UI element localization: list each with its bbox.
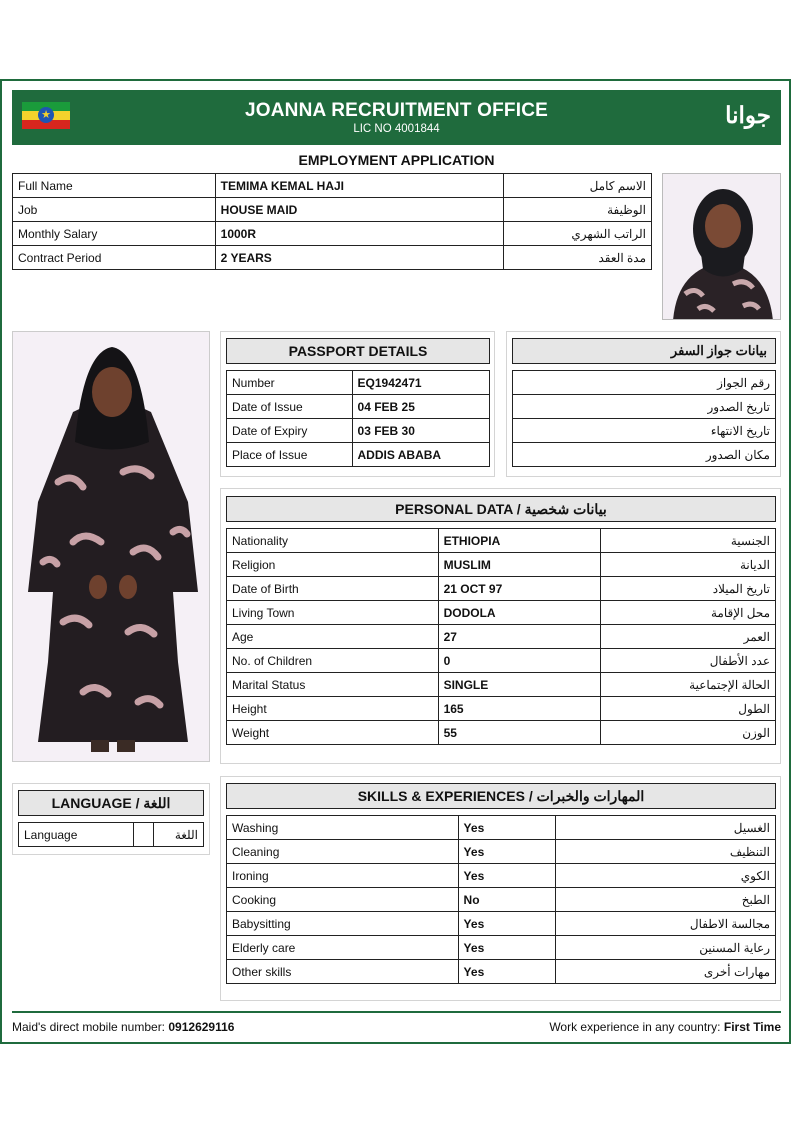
row-label: Date of Issue xyxy=(227,395,353,419)
row-arabic-label: الطبخ xyxy=(556,888,776,912)
personal-table xyxy=(226,528,776,745)
row-value: 1000R xyxy=(215,222,504,246)
row-arabic-label: رقم الجواز xyxy=(513,371,776,395)
row-arabic-label: مهارات أخرى xyxy=(556,960,776,984)
row-value: No xyxy=(458,888,556,912)
row-value: 21 OCT 97 xyxy=(438,577,601,601)
skills-title-bar: SKILLS & EXPERIENCES / المهارات والخبرات xyxy=(226,783,776,809)
row-arabic-label: الكوي xyxy=(556,864,776,888)
row-value: 27 xyxy=(438,625,601,649)
table-row xyxy=(227,625,776,649)
arabic-office-name: جوانا xyxy=(725,102,771,128)
experience-value: First Time xyxy=(723,1020,781,1034)
row-label: Job xyxy=(13,198,216,222)
language-table xyxy=(18,822,204,847)
row-arabic-label: الطول xyxy=(601,697,776,721)
office-title: JOANNA RECRUITMENT OFFICE xyxy=(244,100,549,121)
skills-table xyxy=(226,815,776,984)
row-arabic-label: الراتب الشهري xyxy=(504,222,652,246)
table-row xyxy=(227,912,776,936)
row-arabic-label: التنظيف xyxy=(556,840,776,864)
row-arabic-label: الوزن xyxy=(601,721,776,745)
table-row xyxy=(13,174,652,198)
table-row xyxy=(513,395,776,419)
row-label: Cleaning xyxy=(227,840,459,864)
table-row xyxy=(227,936,776,960)
candidate-portrait-photo xyxy=(662,173,781,320)
table-row xyxy=(13,222,652,246)
row-value: 2 YEARS xyxy=(215,246,504,270)
row-value: HOUSE MAID xyxy=(215,198,504,222)
row-value: 0 xyxy=(438,649,601,673)
ethiopia-flag-icon: ★ xyxy=(22,102,70,129)
table-row xyxy=(227,816,776,840)
row-arabic-label: تاريخ الميلاد xyxy=(601,577,776,601)
table-row xyxy=(227,888,776,912)
row-label: Babysitting xyxy=(227,912,459,936)
language-label: Language xyxy=(19,823,134,847)
table-row xyxy=(227,721,776,745)
row-value: TEMIMA KEMAL HAJI xyxy=(215,174,504,198)
mobile-value: 0912629116 xyxy=(168,1020,235,1034)
table-row xyxy=(227,697,776,721)
row-arabic-label: مكان الصدور xyxy=(513,443,776,467)
row-label: Place of Issue xyxy=(227,443,353,467)
table-row xyxy=(13,198,652,222)
row-label: Marital Status xyxy=(227,673,439,697)
row-value: Yes xyxy=(458,840,556,864)
table-row xyxy=(513,443,776,467)
header-banner xyxy=(12,90,781,145)
table-row xyxy=(513,371,776,395)
row-label: Religion xyxy=(227,553,439,577)
passport-table xyxy=(226,370,490,467)
row-label: Nationality xyxy=(227,529,439,553)
table-row xyxy=(227,673,776,697)
passport-arabic-title-bar: بيانات جواز السفر xyxy=(512,338,776,364)
passport-arabic-table xyxy=(512,370,776,467)
experience-label: Work experience in any country: xyxy=(549,1020,721,1034)
table-row xyxy=(13,246,652,270)
row-value: MUSLIM xyxy=(438,553,601,577)
table-row xyxy=(227,553,776,577)
mobile-label: Maid's direct mobile number: xyxy=(12,1020,166,1034)
row-arabic-label: الغسيل xyxy=(556,816,776,840)
application-title: EMPLOYMENT APPLICATION xyxy=(298,152,495,168)
row-value: 04 FEB 25 xyxy=(352,395,489,419)
row-label: No. of Children xyxy=(227,649,439,673)
language-title-bar: LANGUAGE / اللغة xyxy=(18,790,204,816)
row-label: Date of Birth xyxy=(227,577,439,601)
row-value: DODOLA xyxy=(438,601,601,625)
row-value: Yes xyxy=(458,960,556,984)
summary-table xyxy=(12,173,652,270)
row-label: Ironing xyxy=(227,864,459,888)
row-arabic-label: تاريخ الانتهاء xyxy=(513,419,776,443)
table-row xyxy=(513,419,776,443)
row-arabic-label: الاسم كامل xyxy=(504,174,652,198)
row-arabic-label: العمر xyxy=(601,625,776,649)
row-label: Weight xyxy=(227,721,439,745)
table-row xyxy=(227,443,490,467)
table-row xyxy=(19,823,204,847)
row-label: Contract Period xyxy=(13,246,216,270)
row-value: Yes xyxy=(458,864,556,888)
row-label: Monthly Salary xyxy=(13,222,216,246)
row-arabic-label: مجالسة الاطفال xyxy=(556,912,776,936)
row-label: Other skills xyxy=(227,960,459,984)
row-arabic-label: الجنسية xyxy=(601,529,776,553)
candidate-full-body-photo xyxy=(12,331,210,762)
row-value: Yes xyxy=(458,816,556,840)
row-label: Cooking xyxy=(227,888,459,912)
table-row xyxy=(227,601,776,625)
row-label: Number xyxy=(227,371,353,395)
row-label: Age xyxy=(227,625,439,649)
row-arabic-label: مدة العقد xyxy=(504,246,652,270)
row-arabic-label: عدد الأطفال xyxy=(601,649,776,673)
passport-title-bar: PASSPORT DETAILS xyxy=(226,338,490,364)
row-value: EQ1942471 xyxy=(352,371,489,395)
row-value: Yes xyxy=(458,912,556,936)
work-experience-line xyxy=(549,1020,781,1034)
row-value: ETHIOPIA xyxy=(438,529,601,553)
row-label: Full Name xyxy=(13,174,216,198)
row-label: Living Town xyxy=(227,601,439,625)
table-row xyxy=(227,419,490,443)
row-arabic-label: تاريخ الصدور xyxy=(513,395,776,419)
table-row xyxy=(227,960,776,984)
footer-divider xyxy=(12,1011,781,1013)
row-value: SINGLE xyxy=(438,673,601,697)
row-value: Yes xyxy=(458,936,556,960)
row-arabic-label: رعاية المسنين xyxy=(556,936,776,960)
table-row xyxy=(227,649,776,673)
row-value: 03 FEB 30 xyxy=(352,419,489,443)
row-value: 165 xyxy=(438,697,601,721)
table-row xyxy=(227,864,776,888)
table-row xyxy=(227,529,776,553)
personal-title-bar: PERSONAL DATA / بيانات شخصية xyxy=(226,496,776,522)
row-value: ADDIS ABABA xyxy=(352,443,489,467)
language-value xyxy=(134,823,154,847)
row-value: 55 xyxy=(438,721,601,745)
table-row xyxy=(227,371,490,395)
table-row xyxy=(227,577,776,601)
license-number: LIC NO 4001844 xyxy=(353,123,440,135)
language-arabic-label: اللغة xyxy=(154,823,204,847)
row-label: Height xyxy=(227,697,439,721)
row-label: Date of Expiry xyxy=(227,419,353,443)
row-arabic-label: الحالة الإجتماعية xyxy=(601,673,776,697)
row-label: Elderly care xyxy=(227,936,459,960)
row-arabic-label: الديانة xyxy=(601,553,776,577)
mobile-number-line xyxy=(12,1020,234,1034)
row-arabic-label: محل الإقامة xyxy=(601,601,776,625)
row-arabic-label: الوظيفة xyxy=(504,198,652,222)
table-row xyxy=(227,840,776,864)
table-row xyxy=(227,395,490,419)
row-label: Washing xyxy=(227,816,459,840)
